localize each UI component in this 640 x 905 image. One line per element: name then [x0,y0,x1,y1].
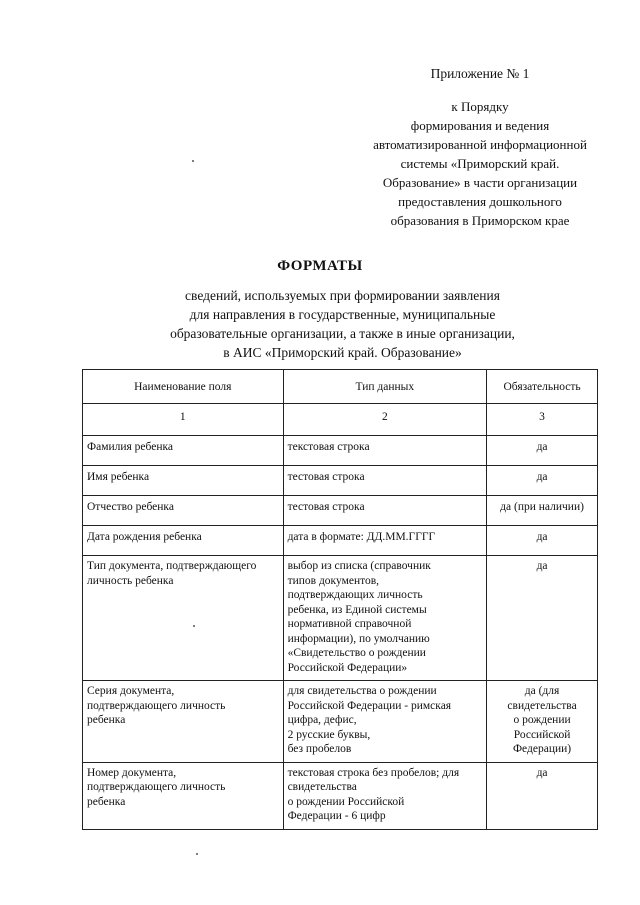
table-row [83,466,598,496]
required-cell [487,681,598,763]
table-header-row [83,370,598,404]
document-subtitle [100,286,585,362]
cell-line: Отчество ребенка [87,501,174,513]
field-name-cell [83,436,284,466]
field-name-cell [83,526,284,556]
cell-line: свидетельства [287,781,357,793]
data-type-cell [283,526,487,556]
cell-line: Российской Федерации» [287,661,408,674]
cell-line: нормативной справочной [287,618,412,630]
cell-line: о рождении Российской [287,795,405,808]
scan-speck [196,853,198,855]
table-row [83,526,598,556]
appendix-line: автоматизированной информационной [373,137,587,152]
scan-speck [193,625,195,627]
appendix-line: системы «Приморский край. [400,156,560,171]
cell-line: о рождении [513,714,571,726]
table-row [83,436,598,466]
subtitle-line: для направления в государственные, муниципальные [189,307,496,322]
cell-line: тестовая строка [287,501,365,513]
table-row [83,681,598,763]
appendix-line: предоставления дошкольного [398,194,562,209]
data-type-cell [283,436,487,466]
required-cell [487,466,598,496]
cell-line: дата в формате: ДД.ММ.ГГГГ [287,531,436,543]
subtitle-line: в АИС «Приморский край. Образование» [223,345,462,360]
cell-line: Российской [513,728,571,741]
cell-line: «Свидетельство о рождении [287,647,426,659]
data-type-cell [283,556,487,681]
cell-line: подтверждающего личность [87,781,226,793]
cell-line: типов документов, [287,574,380,587]
column-number: 3 [487,404,598,436]
cell-line: подтверждающего личность [87,699,226,712]
data-type-cell [283,466,487,496]
appendix-block [330,64,630,230]
formats-table [82,369,598,830]
cell-line: свидетельства [507,699,577,712]
subtitle-line: сведений, используемых при формировании заявления [185,288,500,303]
cell-line: Федерации - 6 цифр [287,810,386,822]
required-cell [487,556,598,681]
cell-line: подтверждающих личность [287,589,423,601]
appendix-line: образования в Приморском крае [390,213,570,228]
cell-line: текстовая строка [287,441,370,453]
cell-line: Имя ребенка [87,471,150,483]
cell-line: Номер документа, [87,766,177,779]
table-row [83,496,598,526]
cell-line: да [536,560,548,572]
field-name-cell [83,466,284,496]
cell-line: да [536,441,548,453]
table-row [83,556,598,681]
cell-line: для свидетельства о рождении [287,685,437,697]
cell-line: ребенка [87,795,126,808]
appendix-line: к Порядку [451,99,509,114]
scan-speck [192,160,194,162]
cell-line: да [536,531,548,543]
cell-line: да [536,766,548,779]
required-cell [487,496,598,526]
column-number: 1 [83,404,284,436]
document-title: ФОРМАТЫ [277,258,363,274]
header-field-name: Наименование поля [83,370,284,404]
field-name-cell [83,762,284,829]
cell-line: Федерации) [512,743,572,755]
cell-line: да (для [524,685,560,697]
table-row [83,762,598,829]
cell-line: ребенка, из Единой системы [287,603,427,616]
cell-line: 2 русские буквы, [287,728,371,741]
required-cell [487,762,598,829]
cell-line: Фамилия ребенка [87,441,174,453]
data-type-cell [283,681,487,763]
cell-line: Серия документа, [87,685,175,697]
data-type-cell [283,496,487,526]
cell-line: тестовая строка [287,471,365,483]
cell-line: Российской Федерации - римская [287,699,452,712]
cell-line: да [536,471,548,483]
cell-line: Тип документа, подтверждающего [87,560,257,572]
cell-line: цифра, дефис, [287,714,357,726]
column-number: 2 [283,404,487,436]
header-required: Обязательность [487,370,598,404]
field-name-cell [83,556,284,681]
field-name-cell [83,496,284,526]
required-cell [487,526,598,556]
cell-line: Дата рождения ребенка [87,531,202,543]
cell-line: ребенка [87,714,126,726]
header-data-type: Тип данных [283,370,487,404]
field-name-cell [83,681,284,763]
column-number-row [83,404,598,436]
data-type-cell [283,762,487,829]
required-cell [487,436,598,466]
cell-line: личность ребенка [87,574,174,587]
cell-line: информации), по умолчанию [287,632,430,645]
cell-line: без пробелов [287,743,352,755]
cell-line: текстовая строка без пробелов; для [287,766,460,779]
subtitle-line: образовательные организации, а также в иные организации, [170,326,515,341]
cell-line: выбор из списка (справочник [287,560,431,572]
appendix-line: Образование» в части организации [382,175,578,190]
appendix-number: Приложение № 1 [430,66,530,81]
cell-line: да (при наличии) [500,501,584,513]
appendix-line: формирования и ведения [410,118,550,133]
